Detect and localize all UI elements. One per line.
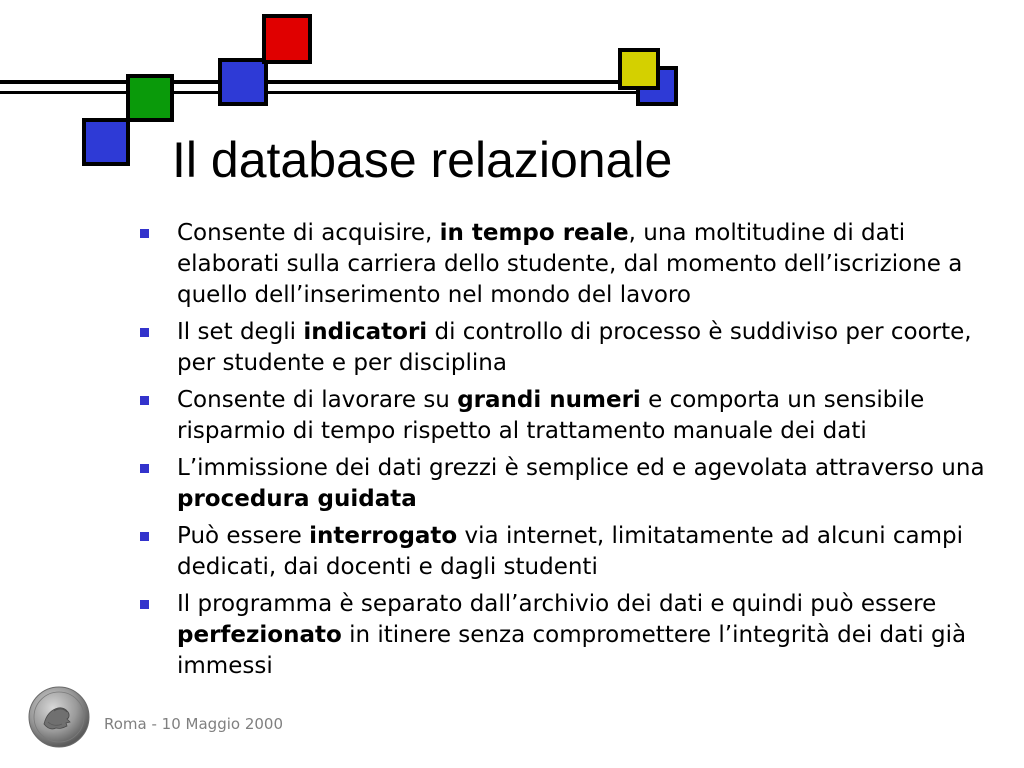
bullet-item: Il set degli indicatori di controllo di processo è suddiviso per coorte, per studente e per disciplina xyxy=(140,317,1010,379)
bullet-list xyxy=(140,218,1010,688)
square-bullet-icon xyxy=(140,532,149,541)
slide-title: Il database relazionale xyxy=(172,132,673,188)
deco-square-yellow xyxy=(618,48,660,90)
bullet-item: Il programma è separato dall’archivio dei dati e quindi può essere perfezionato in itinere senza compromettere l’integrità dei dati già immessi xyxy=(140,589,1010,682)
deco-square-green xyxy=(126,74,174,122)
footer-text: Roma - 10 Maggio 2000 xyxy=(104,715,283,733)
header-rule-bottom xyxy=(0,91,660,94)
bullet-item: Consente di lavorare su grandi numeri e comporta un sensibile risparmio di tempo rispetto al trattamento manuale dei dati xyxy=(140,385,1010,447)
square-bullet-icon xyxy=(140,464,149,473)
header-rule-top xyxy=(0,80,660,84)
bullet-item: Consente di acquisire, in tempo reale, una moltitudine di dati elaborati sulla carriera dello studente, dal momento dell’iscrizione a quello dell’inserimento nel mondo del lavoro xyxy=(140,218,1010,311)
square-bullet-icon xyxy=(140,396,149,405)
bullet-item: L’immissione dei dati grezzi è semplice ed e agevolata attraverso una procedura guidata xyxy=(140,453,1010,515)
square-bullet-icon xyxy=(140,328,149,337)
bullet-item: Può essere interrogato via internet, limitatamente ad alcuni campi dedicati, dai docenti e dagli studenti xyxy=(140,521,1010,583)
deco-square-blue-2 xyxy=(218,58,268,106)
square-bullet-icon xyxy=(140,600,149,609)
deco-square-red xyxy=(262,14,312,64)
deco-square-blue xyxy=(82,118,130,166)
square-bullet-icon xyxy=(140,229,149,238)
medallion-portrait-icon xyxy=(28,686,90,748)
